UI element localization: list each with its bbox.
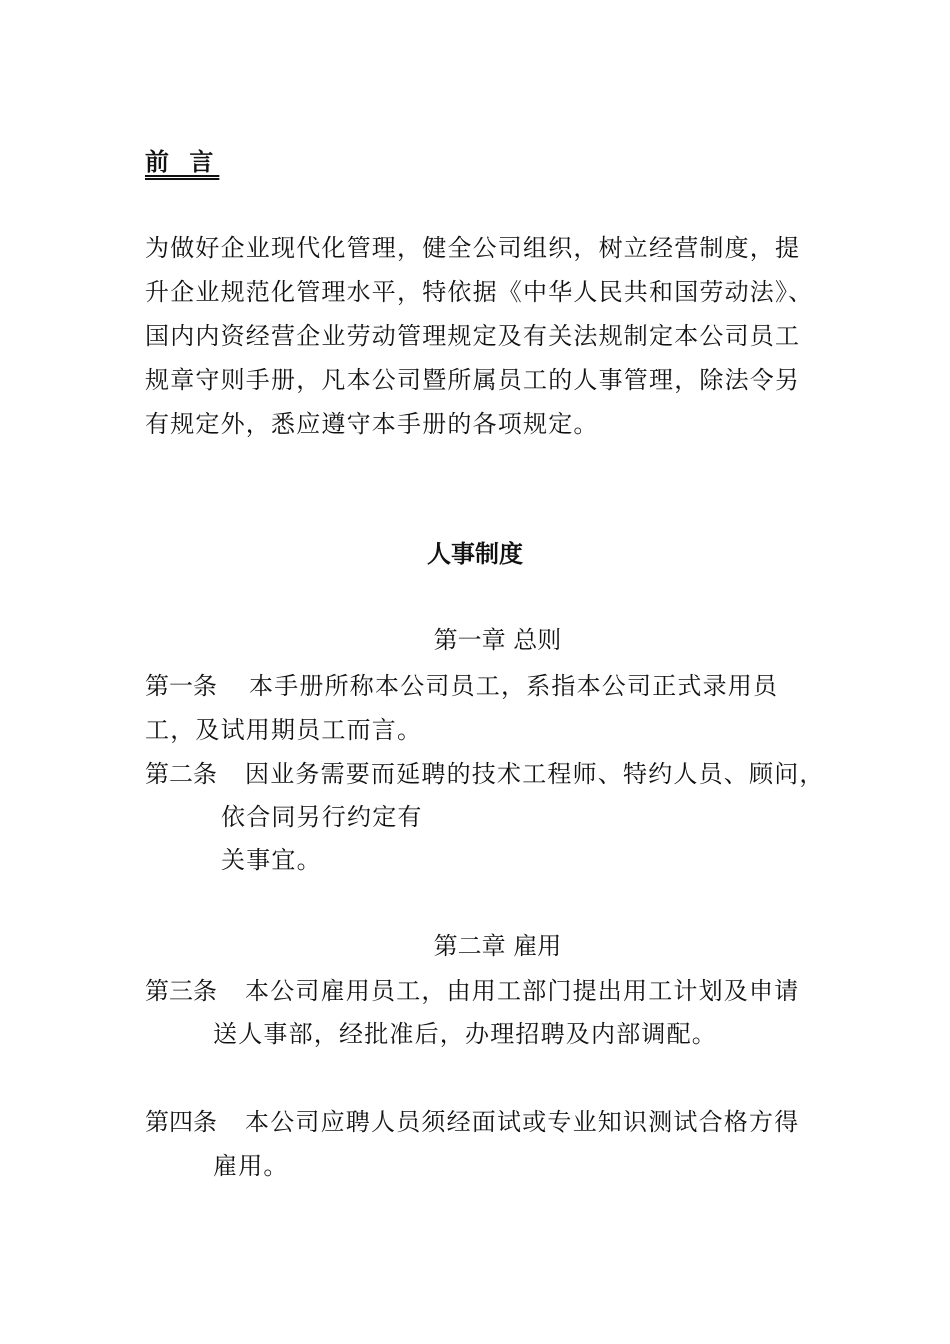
preface-heading: 前 言 [145,147,220,176]
article-line: 送人事部，经批准后，办理招聘及内部调配。 [213,1020,717,1048]
preface-line: 为做好企业现代化管理，健全公司组织，树立经营制度，提 [145,234,801,262]
article-line: 本手册所称本公司员工，系指本公司正式录用员 [249,672,779,700]
chapter-title: 第一章 总则 [433,626,562,654]
article-label: 第二条 [145,760,217,788]
preface-line: 规章守则手册，凡本公司暨所属员工的人事管理，除法令另 [145,366,801,394]
chapter-title: 第二章 雇用 [433,932,562,960]
article-line: 雇用。 [213,1152,289,1180]
article-line: 依合同另行约定有 [221,803,423,831]
preface-line: 有规定外，悉应遵守本手册的各项规定。 [145,410,599,438]
article-line: 工，及试用期员工而言。 [145,716,423,744]
article-label: 第三条 [145,977,217,1005]
preface-line: 升企业规范化管理水平，特依据《中华人民共和国劳动法》、 [145,278,814,306]
article-line: 因业务需要而延聘的技术工程师、特约人员、顾问， [245,760,825,788]
article-label: 第四条 [145,1108,217,1136]
article-line: 本公司雇用员工，由用工部门提出用工计划及申请 [245,977,800,1005]
article-line: 本公司应聘人员须经面试或专业知识测试合格方得 [245,1108,800,1136]
section-title: 人事制度 [427,540,523,568]
article-line: 关事宜。 [221,846,322,874]
article-label: 第一条 [145,672,217,700]
preface-line: 国内内资经营企业劳动管理规定及有关法规制定本公司员工 [145,322,801,350]
